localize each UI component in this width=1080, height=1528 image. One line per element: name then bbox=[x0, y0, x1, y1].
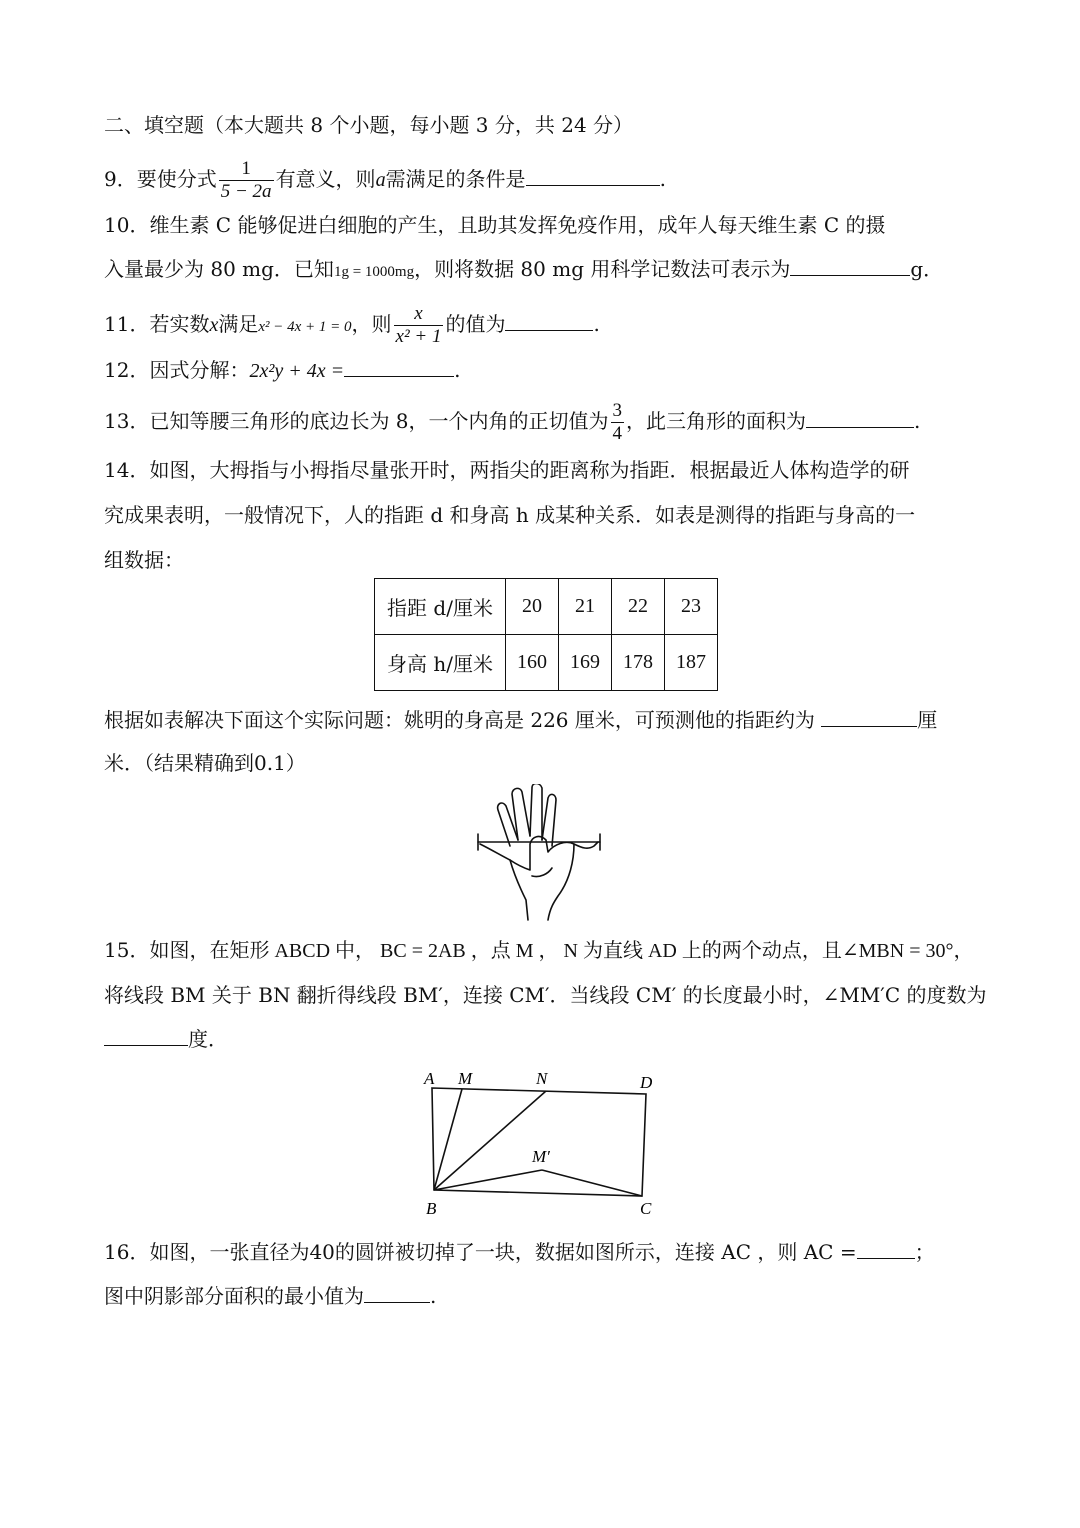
table-cell: 187 bbox=[665, 635, 718, 691]
data-table bbox=[374, 578, 718, 691]
question-14-after1: 根据如表解决下面这个实际问题：姚明的身高是 226 厘米，可预测他的指距约为 厘 bbox=[104, 708, 938, 732]
table-row bbox=[375, 579, 718, 635]
question-9: 9．要使分式 $\frac{1}{5 - 2a}$ 有意义，则a需满足的条件是 . bbox=[104, 158, 666, 202]
label-n: N bbox=[536, 1069, 548, 1088]
question-11: 11．若实数x满足x² − 4x + 1 = 0，则 $\frac{x}{\text{x² + 1}}$ 的值为 . bbox=[104, 303, 600, 347]
fraction-q11: $\frac{x}{\text{x² + 1}}$ bbox=[395, 303, 442, 347]
answer-blank-q11[interactable] bbox=[505, 310, 593, 331]
table-cell: 22 bbox=[612, 579, 665, 635]
segment-bm bbox=[434, 1089, 462, 1190]
section-title: 二、填空题（本大题共 8 个小题，每小题 3 分，共 24 分） bbox=[104, 113, 634, 137]
label-b: B bbox=[426, 1199, 437, 1218]
question-14-line1: 14．如图，大拇指与小拇指尽量张开时，两指尖的距离称为指距．根据最近人体构造学的研 bbox=[104, 458, 910, 482]
question-16-line2: 图中阴影部分面积的最小值为 . bbox=[104, 1284, 437, 1308]
hand-figure bbox=[470, 784, 610, 924]
question-13: 13．已知等腰三角形的底边长为 8，一个内角的正切值为 $\frac{3}{4}$ ，此三角形的面积为 . bbox=[104, 400, 921, 444]
answer-blank-q13[interactable] bbox=[806, 407, 914, 428]
answer-blank-q16b[interactable] bbox=[364, 1282, 430, 1303]
question-14-after2: 米．（结果精确到0.1） bbox=[104, 751, 306, 775]
fraction-q9: $\frac{1}{5 - 2a}$ bbox=[220, 158, 272, 202]
question-10-line1: 10．维生素 C 能够促进白细胞的产生，且助其发挥免疫作用，成年人每天维生素 C 的摄 bbox=[104, 213, 886, 237]
answer-blank-q16a[interactable] bbox=[857, 1238, 915, 1259]
label-m: M bbox=[458, 1069, 473, 1088]
answer-blank-q10[interactable] bbox=[790, 255, 910, 276]
fraction-q13: $\frac{3}{4}$ bbox=[612, 400, 623, 444]
segment-cmprime bbox=[542, 1170, 642, 1196]
table-row bbox=[375, 635, 718, 691]
table-cell: 160 bbox=[506, 635, 559, 691]
question-10-line2: 入量最少为 80 mg．已知1g = 1000mg，则将数据 80 mg 用科学记数法可表示为 g． bbox=[104, 257, 944, 281]
segment-bn bbox=[434, 1091, 546, 1190]
label-mprime: M′ bbox=[532, 1147, 550, 1166]
question-14-line2: 究成果表明，一般情况下，人的指距 d 和身高 h 成某种关系．如表是测得的指距与身高的一 bbox=[104, 503, 916, 527]
table-cell: 178 bbox=[612, 635, 665, 691]
answer-blank-q9[interactable] bbox=[526, 165, 660, 186]
table-cell: 23 bbox=[665, 579, 718, 635]
label-d: D bbox=[640, 1073, 653, 1092]
table-cell: 21 bbox=[559, 579, 612, 635]
segment-bmprime bbox=[434, 1170, 542, 1190]
question-12: 12．因式分解：2x²y + 4x = . bbox=[104, 358, 461, 382]
table-cell: 20 bbox=[506, 579, 559, 635]
question-15-line1: 15．如图，在矩形 ABCD 中， BC = 2AB ，点 M ， N 为直线 AD 上的两个动点，且∠MBN = 30°， bbox=[104, 938, 974, 962]
answer-blank-q15[interactable] bbox=[104, 1025, 188, 1046]
question-15-line3: 度． bbox=[104, 1024, 228, 1054]
question-14-line3: 组数据： bbox=[104, 548, 184, 572]
table-cell: 169 bbox=[559, 635, 612, 691]
label-a: A bbox=[424, 1069, 435, 1088]
table-row-label: 身高 h/厘米 bbox=[375, 635, 506, 691]
label-c: C bbox=[640, 1199, 652, 1218]
table-row-label: 指距 d/厘米 bbox=[375, 579, 506, 635]
rectangle-abcd bbox=[432, 1088, 646, 1196]
answer-blank-q14[interactable] bbox=[821, 706, 917, 727]
question-15-line2: 将线段 BM 关于 BN 翻折得线段 BM′，连接 CM′．当线段 CM′ 的长度最小时，∠MM′C 的度数为 bbox=[104, 983, 987, 1007]
rectangle-figure bbox=[420, 1066, 670, 1222]
answer-blank-q12[interactable] bbox=[344, 356, 454, 377]
question-16-line1: 16．如图，一张直径为40的圆饼被切掉了一块，数据如图所示，连接 AC ，则 AC = ； bbox=[104, 1240, 935, 1264]
